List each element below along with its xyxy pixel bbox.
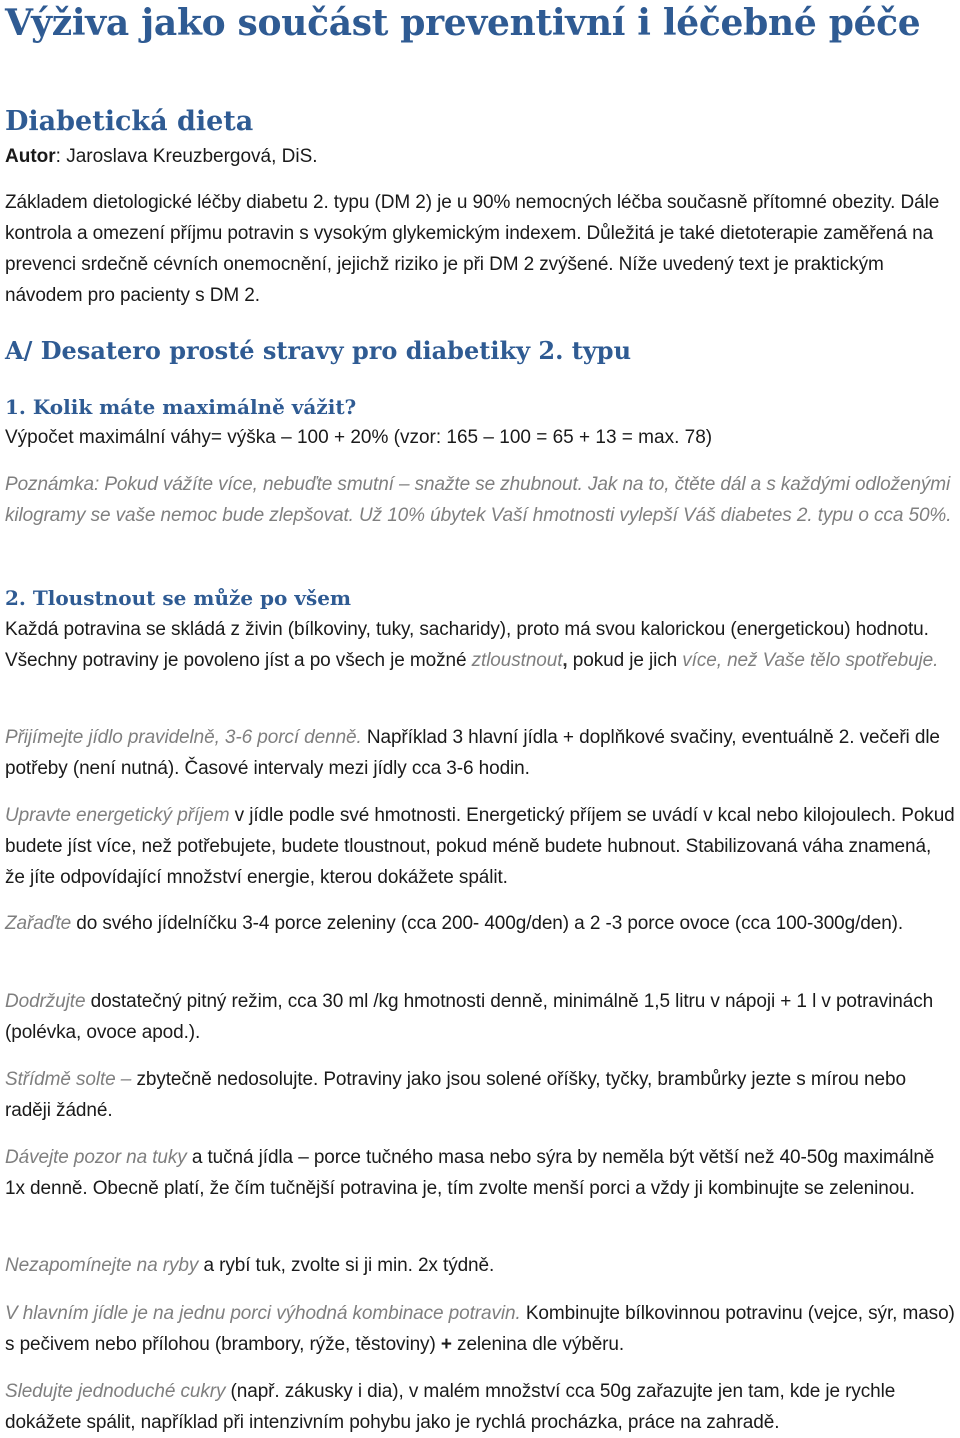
- simple-sugars-paragraph: [5, 1376, 956, 1438]
- question-2-paragraph: [5, 614, 956, 676]
- vegetables-emphasis: Zařaďte: [5, 913, 72, 934]
- vegetables-text: do svého jídelníčku 3-4 porce zeleniny (cca 200- 400g/den) a 2 -3 porce ovoce (cca 100-300g/den).: [71, 913, 904, 934]
- drinking-regime-text: dostatečný pitný režim, cca 30 ml /kg hmotnosti denně, minimálně 1,5 litru v nápoji + 1 l v potravinách (polévka, ovoce apod.).: [5, 991, 934, 1043]
- intro-paragraph: Základem dietologické léčby diabetu 2. typu (DM 2) je u 90% nemocných léčba současně přítomné obezity. Dále kontrola a omezení příjmu potravin s vysokým glykemickým indexem. Důležitá je také dietoterapie zaměřená na prevenci srdečně cévních onemocnění, jejichž riziko je při DM 2 zvýšené. Níže uvedený text je praktickým návodem pro pacienty s DM 2.: [5, 192, 940, 306]
- fats-emphasis: Dávejte pozor na tuky: [5, 1147, 187, 1168]
- question-2-heading: Tloustnout se může po všem: [25, 586, 352, 610]
- fish-emphasis: Nezapomínejte na ryby: [5, 1255, 199, 1276]
- question-2-text: Každá potravina se skládá z živin (bílkoviny, tuky, sacharidy), proto má svou kalorickou (energetickou) hodnotu. Všechny potraviny je povoleno jíst a po všech je možné: [5, 619, 929, 671]
- energy-intake-emphasis: Upravte energetický příjem: [5, 805, 230, 826]
- energy-intake-text: v jídle podle své hmotnosti. Energetický příjem se uvádí v kcal nebo kilojoulech. Pokud budete jíst více, než potřebujete, budete tloustnout, pokud méně budete hubnout. Stabilizovaná váha znamená, že jíte odpovídající množství energie, kterou dokážete spálit.: [5, 805, 955, 888]
- food-combination-emphasis: V hlavním jídle je na jednu porci výhodná kombinace potravin.: [5, 1303, 521, 1324]
- food-combination-text: Kombinujte bílkovinnou potravinu (vejce, sýr, maso) s pečivem nebo přílohou (brambory, rýže, těstoviny): [5, 1303, 955, 1355]
- drinking-regime-paragraph: [5, 986, 956, 1048]
- fats-text: a tučná jídla – porce tučného masa nebo sýra by neměla být větší než 40-50g maximálně 1x denně. Obecně platí, že čím tučnější potravina je, tím zvolte menší porci a vždy ji kombinujte se zeleninou.: [5, 1147, 935, 1199]
- fish-paragraph: [5, 1250, 956, 1281]
- vegetables-paragraph: [5, 908, 956, 939]
- author-name: Jaroslava Kreuzbergová, DiS.: [66, 146, 318, 167]
- salt-paragraph: [5, 1064, 956, 1126]
- document-title: Výživa jako součást preventivní i léčebné péče: [5, 2, 921, 44]
- food-combination-text-2: zelenina dle výběru.: [451, 1334, 625, 1355]
- max-weight-formula: Výpočet maximální váhy= výška – 100 + 20% (vzor: 165 – 100 = 65 + 13 = max. 78): [5, 427, 713, 448]
- fats-paragraph: [5, 1142, 956, 1204]
- subsection-title: A/ Desatero prosté stravy pro diabetiky 2. typu: [5, 336, 632, 365]
- simple-sugars-text: (např. zákusky i dia), v malém množství cca 50g zařazujte jen tam, kde je rychle dokážete spálit, například při intenzivním pohybu jako je rychlá procházka, práce na zahradě.: [5, 1381, 896, 1433]
- question-2-emphasis-1: ztloustnout: [471, 650, 563, 671]
- question-2-number: 2.: [5, 586, 26, 610]
- section-title: Diabetická dieta: [5, 106, 254, 137]
- question-2-text-2: pokud je jich: [567, 650, 683, 671]
- question-2-emphasis-2: více, než Vaše tělo spotřebuje.: [682, 650, 939, 671]
- energy-intake-paragraph: [5, 800, 956, 893]
- meal-frequency-text: Například 3 hlavní jídla + doplňkové svačiny, eventuálně 2. večeři dle potřeby (není nutná). Časové intervaly mezi jídly cca 3-6 hodin.: [5, 727, 940, 779]
- question-1-title: 1. Kolik máte maximálně vážit?: [5, 395, 357, 419]
- meal-frequency-emphasis: Přijímejte jídlo pravidelně, 3-6 porcí denně.: [5, 727, 362, 748]
- drinking-regime-emphasis: Dodržujte: [5, 991, 86, 1012]
- salt-emphasis: Střídmě solte –: [5, 1069, 132, 1090]
- author-label: Autor: [5, 146, 56, 167]
- weight-note: Poznámka: Pokud vážíte více, nebuďte smutní – snažte se zhubnout. Jak na to, čtěte dál a s každými odloženými kilogramy se vaše nemoc bude zlepšovat. Už 10% úbytek Vaší hmotnosti vylepší Váš diabetes 2. typu o cca 50%.: [5, 474, 952, 526]
- food-combination-plus: +: [440, 1334, 452, 1355]
- question-2-comma: ,: [562, 650, 568, 671]
- food-combination-paragraph: [5, 1298, 956, 1360]
- author-separator: :: [55, 146, 67, 167]
- meal-frequency-paragraph: [5, 722, 956, 784]
- salt-text: zbytečně nedosolujte. Potraviny jako jsou solené oříšky, tyčky, brambůrky jezte s mírou nebo raději žádné.: [5, 1069, 906, 1121]
- author-line: [5, 143, 956, 171]
- question-2-title: [5, 583, 956, 613]
- fish-text: a rybí tuk, zvolte si ji min. 2x týdně.: [198, 1255, 495, 1276]
- simple-sugars-emphasis: Sledujte jednoduché cukry: [5, 1381, 226, 1402]
